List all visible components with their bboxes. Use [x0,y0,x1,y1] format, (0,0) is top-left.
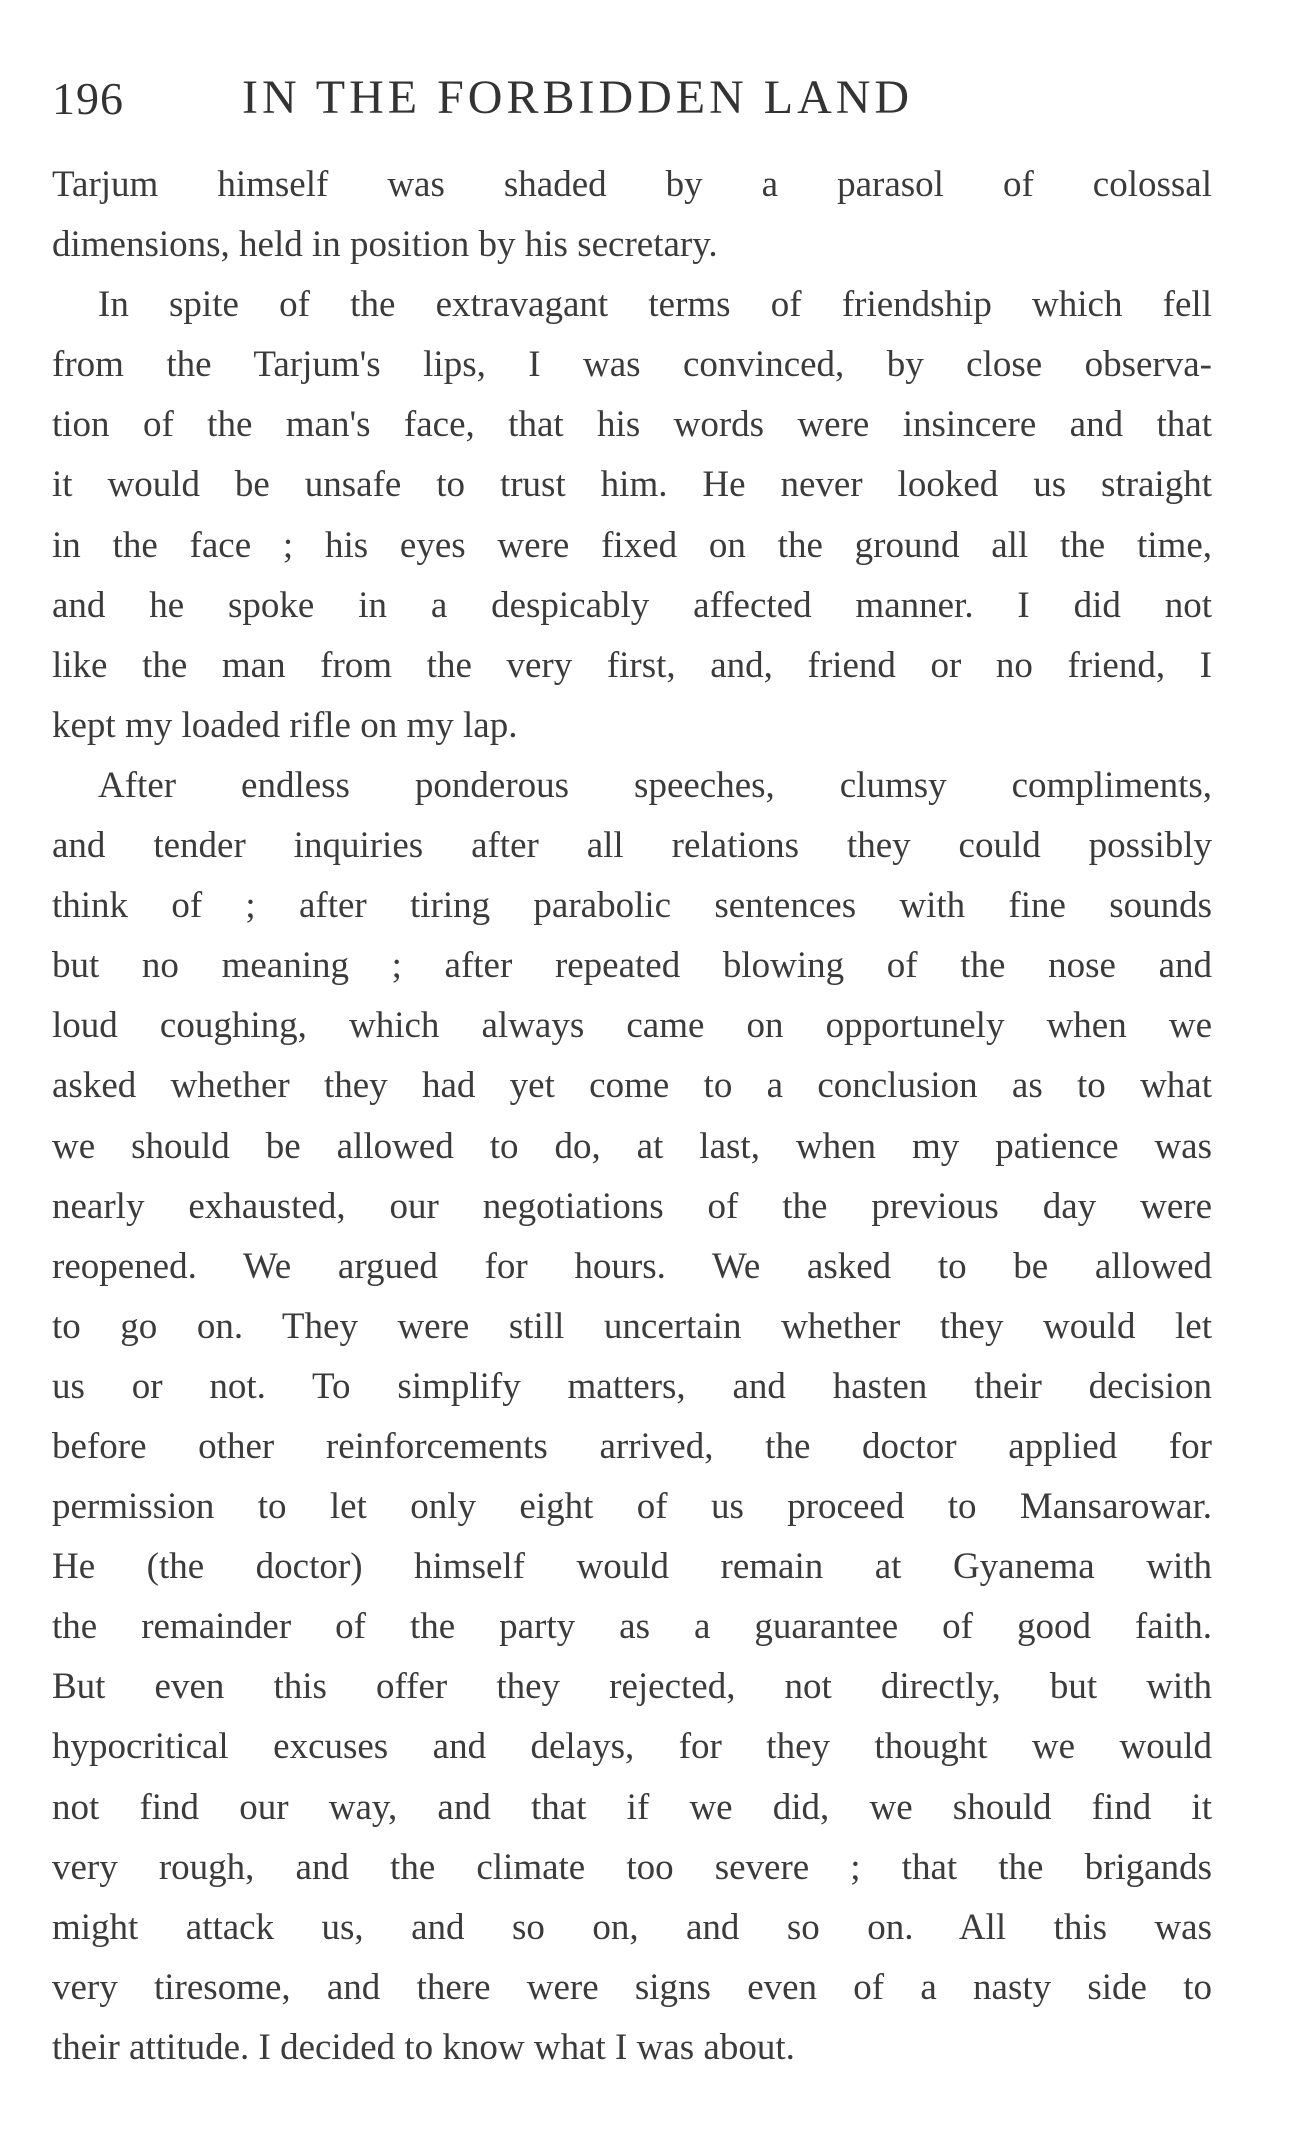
text-line: like the man from the very first, and, friend or no friend, I [52,644,1212,686]
text-line: not find our way, and that if we did, we should find it [52,1786,1212,1828]
text-line: us or not. To simplify matters, and hasten their decision [52,1365,1212,1407]
text-line: hypocritical excuses and delays, for they thought we would [52,1726,1212,1768]
text-line: kept my loaded rifle on my lap. [52,704,518,746]
running-title: IN THE FORBIDDEN LAND [242,71,914,124]
paragraph [52,155,1212,275]
text-line: and he spoke in a despicably affected manner. I did not [52,584,1212,626]
text-line: dimensions, held in position by his secretary. [52,224,718,266]
text-line: But even this offer they rejected, not directly, but with [52,1666,1212,1708]
text-line: might attack us, and so on, and so on. All this was [52,1906,1212,1948]
text-line: and tender inquiries after all relations they could possibly [52,825,1212,867]
text-line: from the Tarjum's lips, I was convinced, by close observa- [52,344,1212,386]
page-header [52,64,1212,134]
text-line: permission to let only eight of us proceed to Mansarowar. [52,1486,1212,1528]
paragraph [52,275,1212,756]
paragraph [52,756,1212,2078]
text-line: nearly exhausted, our negotiations of the previous day were [52,1185,1212,1227]
text-line: but no meaning ; after repeated blowing of the nose and [52,945,1212,987]
text-line: think of ; after tiring parabolic sentences with fine sounds [52,885,1212,927]
body-text [52,155,1212,2078]
text-line: In spite of the extravagant terms of friendship which fell [98,284,1212,326]
page-number: 196 [52,73,124,124]
text-line: very rough, and the climate too severe ; that the brigands [52,1846,1212,1888]
text-line: we should be allowed to do, at last, when my patience was [52,1125,1212,1167]
text-line: Tarjum himself was shaded by a parasol of colossal [52,164,1212,205]
text-line: before other reinforcements arrived, the doctor applied for [52,1425,1212,1467]
text-line: loud coughing, which always came on opportunely when we [52,1005,1212,1047]
text-line: asked whether they had yet come to a conclusion as to what [52,1065,1212,1107]
text-line: tion of the man's face, that his words were insincere and that [52,404,1212,446]
text-line: very tiresome, and there were signs even of a nasty side to [52,1966,1212,2008]
text-line: He (the doctor) himself would remain at Gyanema with [52,1546,1212,1588]
text-line: the remainder of the party as a guarantee of good faith. [52,1606,1212,1648]
text-line: in the face ; his eyes were fixed on the ground all the time, [52,524,1212,566]
text-line: their attitude. I decided to know what I was about. [52,2026,795,2068]
text-line: it would be unsafe to trust him. He never looked us straight [52,464,1212,506]
text-line: reopened. We argued for hours. We asked to be allowed [52,1245,1212,1287]
text-line: to go on. They were still uncertain whether they would let [52,1305,1212,1347]
text-line: After endless ponderous speeches, clumsy compliments, [98,764,1212,806]
